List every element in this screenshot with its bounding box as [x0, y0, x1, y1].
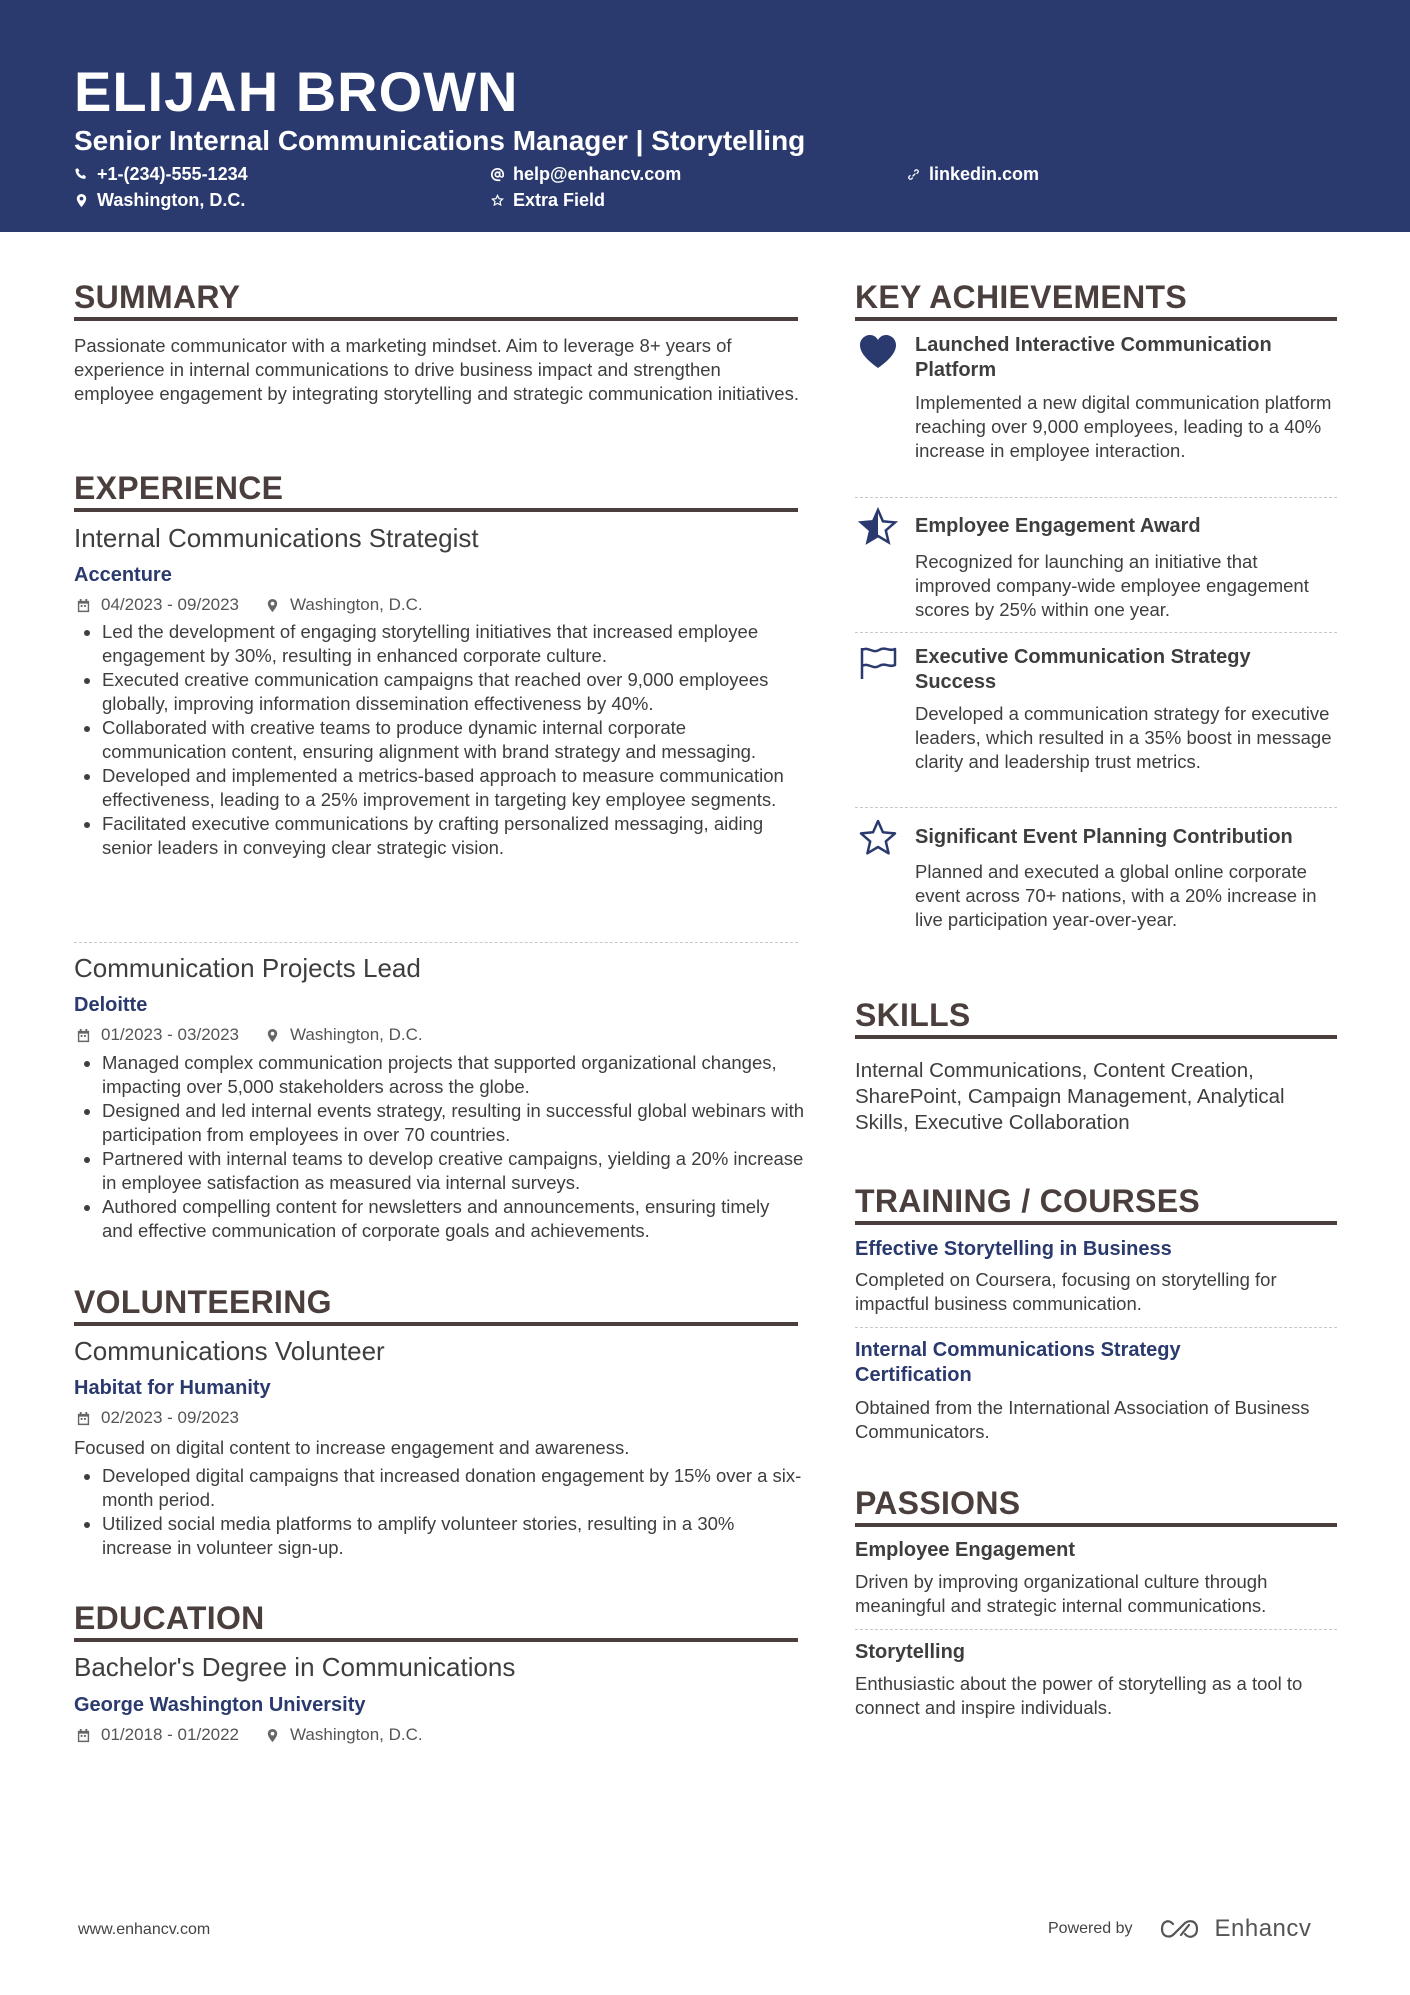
course-title: Internal Communications Strategy Certification	[855, 1339, 1181, 1386]
achievement-separator	[855, 807, 1337, 808]
candidate-name: ELIJAH BROWN	[74, 60, 519, 123]
education-divider	[74, 1638, 798, 1642]
star-outline-icon	[490, 193, 505, 208]
location-text: Washington, D.C.	[97, 190, 246, 210]
list-item: Designed and led internal events strategy, resulting in successful global webinars with participation from employees in over 70 countries.	[74, 1099, 804, 1147]
education-meta	[76, 1724, 423, 1746]
training-divider	[855, 1221, 1337, 1225]
linkedin-text: linkedin.com	[929, 164, 1040, 184]
achievement-title: Executive Communication Strategy Success	[915, 646, 1251, 693]
job-company: Deloitte	[74, 994, 148, 1016]
powered-by-label: Powered by	[1048, 1920, 1133, 1937]
footer-website[interactable]: www.enhancv.com	[78, 1921, 211, 1938]
contact-extra	[490, 189, 605, 211]
heart-icon	[858, 333, 898, 373]
list-item: Led the development of engaging storytelling initiatives that increased employee engagement by 30%, resulting in enhanced corporate culture.	[74, 620, 804, 668]
summary-divider	[74, 317, 798, 321]
volunteer-meta	[76, 1407, 239, 1429]
list-item: Managed complex communication projects that supported organizational changes, impacting over 5,000 stakeholders across the globe.	[74, 1051, 804, 1099]
job-meta	[76, 1024, 423, 1046]
passion-title: Storytelling	[855, 1641, 966, 1663]
location-pin-icon	[265, 1728, 280, 1743]
skills-divider	[855, 1035, 1337, 1039]
achievement-title: Employee Engagement Award	[915, 515, 1201, 537]
enhancv-brand: Enhancv	[1214, 1915, 1312, 1942]
achievement-desc: Recognized for launching an initiative that improved company-wide employee engagement scores by 25% within one year.	[915, 551, 1309, 620]
volunteering-heading: VOLUNTEERING	[74, 1284, 332, 1320]
list-item: Authored compelling content for newsletters and announcements, ensuring timely and effective communication of corporate goals and achievements.	[74, 1195, 804, 1243]
job-dates: 01/2023 - 03/2023	[101, 1025, 240, 1044]
education-school: George Washington University	[74, 1694, 366, 1716]
job-location: Washington, D.C.	[290, 595, 423, 614]
education-dates: 01/2018 - 01/2022	[101, 1725, 240, 1744]
job-role: Communication Projects Lead	[74, 953, 421, 983]
job-bullets	[74, 1051, 804, 1243]
course-desc: Obtained from the International Association of Business Communicators.	[855, 1397, 1310, 1442]
enhancv-logo-icon	[1159, 1917, 1205, 1941]
volunteer-description: Focused on digital content to increase engagement and awareness.	[74, 1437, 630, 1458]
contact-email[interactable]	[490, 163, 681, 185]
job-role: Internal Communications Strategist	[74, 523, 479, 553]
contact-location	[74, 189, 245, 211]
education-location: Washington, D.C.	[290, 1725, 423, 1744]
contact-phone[interactable]	[74, 163, 248, 185]
skills-text: Internal Communications, Content Creation, SharePoint, Campaign Management, Analytical Skills, Executive Collaboration	[855, 1059, 1285, 1134]
achievement-title: Significant Event Planning Contribution	[915, 826, 1293, 848]
calendar-icon	[76, 598, 91, 613]
list-item: Collaborated with creative teams to produce dynamic internal corporate communication content, ensuring alignment with brand strategy and messaging.	[74, 716, 804, 764]
volunteer-role: Communications Volunteer	[74, 1336, 385, 1366]
achievement-separator	[855, 632, 1337, 633]
achievement-desc: Planned and executed a global online corporate event across 70+ nations, with a 20% increase in live participation year-over-year.	[915, 861, 1317, 930]
achievements-heading: KEY ACHIEVEMENTS	[855, 279, 1187, 315]
course-desc: Completed on Coursera, focusing on storytelling for impactful business communication.	[855, 1269, 1277, 1314]
summary-text: Passionate communicator with a marketing mindset. Aim to leverage 8+ years of experience in internal communications to drive business impact and strengthen employee engagement by integrating storytelling and strategic communication initiatives.	[74, 335, 799, 404]
volunteer-dates: 02/2023 - 09/2023	[101, 1408, 240, 1427]
email-text: help@enhancv.com	[513, 164, 682, 184]
contact-linkedin[interactable]	[906, 163, 1039, 185]
phone-text: +1-(234)-555-1234	[97, 164, 248, 184]
job-dates: 04/2023 - 09/2023	[101, 595, 240, 614]
education-heading: EDUCATION	[74, 1600, 265, 1636]
calendar-icon	[76, 1028, 91, 1043]
volunteer-bullets	[74, 1464, 804, 1560]
calendar-icon	[76, 1411, 91, 1426]
phone-icon	[74, 167, 89, 182]
passion-desc: Enthusiastic about the power of storytelling as a tool to connect and inspire individuals.	[855, 1673, 1303, 1718]
list-item: Developed and implemented a metrics-based approach to measure communication effectiveness, leading to a 25% improvement in targeting key employee segments.	[74, 764, 804, 812]
job-bullets	[74, 620, 804, 860]
list-item: Developed digital campaigns that increased donation engagement by 15% over a six-month period.	[74, 1464, 804, 1512]
experience-divider	[74, 508, 798, 512]
flag-icon	[858, 643, 898, 683]
course-title: Effective Storytelling in Business	[855, 1238, 1172, 1260]
location-pin-icon	[265, 1028, 280, 1043]
course-separator	[855, 1327, 1337, 1328]
achievements-divider	[855, 317, 1337, 321]
footer-branding[interactable]	[1048, 1915, 1311, 1943]
candidate-headline: Senior Internal Communications Manager | Storytelling	[74, 125, 806, 156]
at-icon	[490, 167, 505, 182]
list-item: Executed creative communication campaigns that reached over 9,000 employees globally, improving information dissemination effectiveness by 40%.	[74, 668, 804, 716]
passions-divider	[855, 1523, 1337, 1527]
passion-title: Employee Engagement	[855, 1539, 1076, 1561]
education-degree: Bachelor's Degree in Communications	[74, 1652, 516, 1682]
job-location: Washington, D.C.	[290, 1025, 423, 1044]
achievement-separator	[855, 497, 1337, 498]
achievement-desc: Implemented a new digital communication platform reaching over 9,000 employees, leading to a 40% increase in employee interaction.	[915, 392, 1332, 461]
achievement-desc: Developed a communication strategy for executive leaders, which resulted in a 35% boost in message clarity and leadership trust metrics.	[915, 703, 1332, 772]
volunteer-org: Habitat for Humanity	[74, 1377, 271, 1399]
list-item: Utilized social media platforms to amplify volunteer stories, resulting in a 30% increase in volunteer sign-up.	[74, 1512, 804, 1560]
passion-separator	[855, 1629, 1337, 1630]
training-heading: TRAINING / COURSES	[855, 1183, 1200, 1219]
link-icon	[906, 167, 921, 182]
location-pin-icon	[265, 598, 280, 613]
star-half-icon	[858, 507, 898, 547]
passions-heading: PASSIONS	[855, 1485, 1021, 1521]
list-item: Partnered with internal teams to develop creative campaigns, yielding a 20% increase in employee satisfaction as measured via internal surveys.	[74, 1147, 804, 1195]
volunteering-divider	[74, 1322, 798, 1326]
achievement-title: Launched Interactive Communication Platform	[915, 334, 1272, 381]
job-meta	[76, 594, 423, 616]
job-company: Accenture	[74, 564, 172, 586]
summary-heading: SUMMARY	[74, 279, 241, 315]
calendar-icon	[76, 1728, 91, 1743]
skills-heading: SKILLS	[855, 997, 971, 1033]
star-outline-icon	[858, 818, 898, 858]
location-pin-icon	[74, 193, 89, 208]
extra-field-text: Extra Field	[513, 190, 606, 210]
resume-header	[0, 0, 1410, 232]
passion-desc: Driven by improving organizational culture through meaningful and strategic internal communications.	[855, 1571, 1268, 1616]
experience-heading: EXPERIENCE	[74, 470, 284, 506]
list-item: Facilitated executive communications by crafting personalized messaging, aiding senior leaders in conveying clear strategic vision.	[74, 812, 804, 860]
job-separator	[74, 942, 798, 943]
